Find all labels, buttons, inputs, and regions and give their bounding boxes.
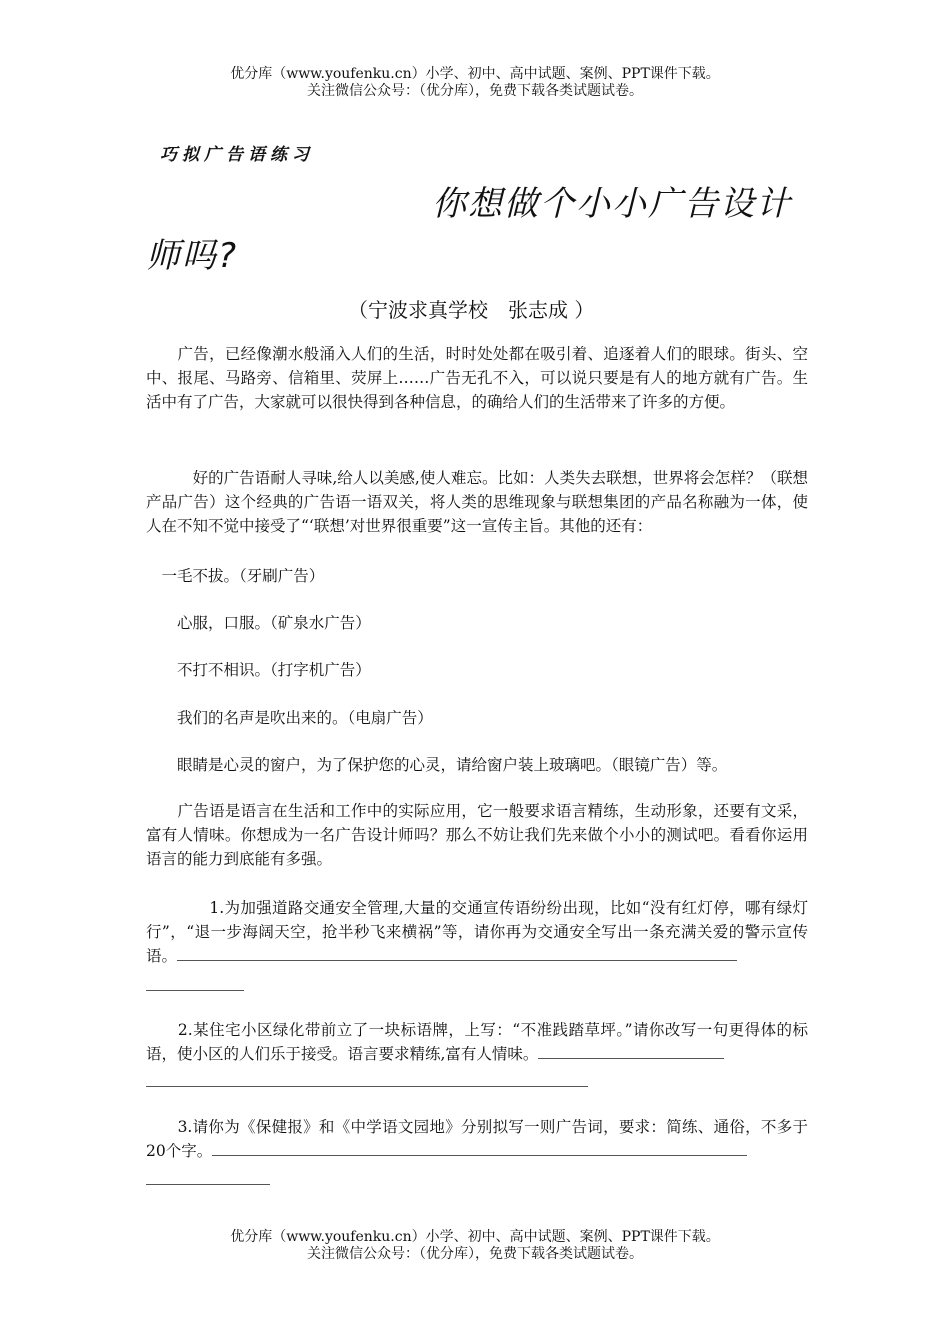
title-line-1: 你想做个小小广告设计 (432, 184, 792, 224)
exercise-subtitle: 巧拟广告语练习 (160, 145, 314, 165)
paragraph-example: 好的广告语耐人寻味,给人以美感,使人难忘。比如：人类失去联想，世界将会怎样？（联想产品广告）这个经典的广告语一语双关，将人类的思维现象与联想集团的产品名称融为一体，使人在不知不觉中接受了“‘联想’对世界很重要”这一宣传主旨。其他的还有： (146, 469, 808, 535)
question-2-text: 2.某住宅小区绿化带前立了一块标语牌，上写：“不准践踏草坪。”请你改写一句更得体的标语，使小区的人们乐于接受。语言要求精练,富有人情味。 (146, 1021, 808, 1063)
answer-blank-1[interactable] (177, 946, 737, 961)
author-line: （宁波求真学校 张志成 ） (348, 298, 595, 322)
answer-blank-2[interactable] (538, 1044, 724, 1059)
answer-blank-1-cont[interactable] (146, 990, 244, 991)
question-1 (146, 896, 808, 968)
question-3 (146, 1115, 808, 1163)
footer-line-1: 优分库（www.youfenku.cn）小学、初中、高中试题、案例、PPT课件下载。 (230, 1229, 720, 1245)
question-1-text: 1.为加强道路交通安全管理,大量的交通宣传语纷纷出现，比如“没有红灯停，哪有绿灯行”，“退一步海阔天空，抢半秒飞来横祸”等，请你再为交通安全写出一条充满关爱的警示宣传语。 (146, 899, 808, 965)
paragraph-intro: 广告，已经像潮水般涌入人们的生活，时时处处都在吸引着、追逐着人们的眼球。街头、空中、报尾、马路旁、信箱里、荧屏上……广告无孔不入，可以说只要是有人的地方就有广告。生活中有了广告，大家就可以很快得到各种信息，的确给人们的生活带来了许多的方便。 (146, 345, 808, 411)
question-3-text: 3.请你为《保健报》和《中学语文园地》分别拟写一则广告词，要求：简练、通俗，不多于20个字。 (146, 1118, 808, 1160)
example-item: 一毛不拔。（牙刷广告） (146, 567, 325, 585)
title-line-2: 师吗? (146, 236, 239, 276)
page-footer (0, 1229, 950, 1263)
footer-line-2: 关注微信公众号：（优分库），免费下载各类试题试卷。 (307, 1246, 643, 1262)
answer-blank-3[interactable] (212, 1141, 747, 1156)
question-2 (146, 1018, 808, 1066)
page-header (0, 66, 950, 100)
header-line-1: 优分库（www.youfenku.cn）小学、初中、高中试题、案例、PPT课件下载。 (230, 66, 720, 82)
answer-blank-2-cont[interactable] (146, 1086, 588, 1087)
example-item: 眼睛是心灵的窗户，为了保护您的心灵，请给窗户装上玻璃吧。（眼镜广告）等。 (146, 756, 728, 774)
answer-blank-3-cont[interactable] (146, 1184, 270, 1185)
paragraph-challenge: 广告语是语言在生活和工作中的实际应用，它一般要求语言精练，生动形象，还要有文采，富有人情味。你想成为一名广告设计师吗？那么不妨让我们先来做个小小的测试吧。看看你运用语言的能力到底能有多强。 (146, 802, 808, 868)
header-line-2: 关注微信公众号：（优分库），免费下载各类试题试卷。 (307, 83, 643, 99)
example-item: 我们的名声是吹出来的。（电扇广告） (146, 709, 433, 727)
example-item: 不打不相识。（打字机广告） (146, 661, 371, 679)
example-item: 心服，口服。（矿泉水广告） (146, 614, 371, 632)
